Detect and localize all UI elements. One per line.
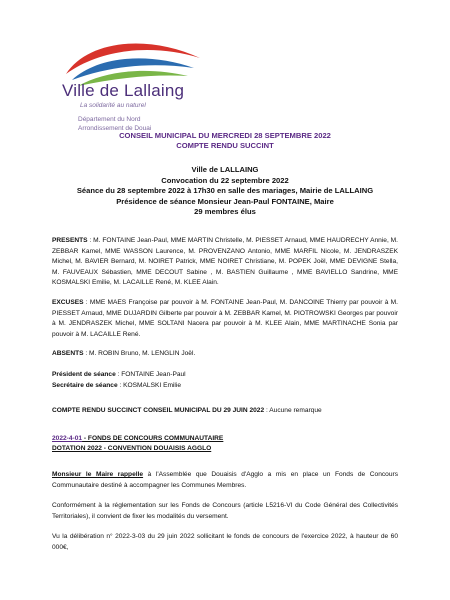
absents-text: : M. ROBIN Bruno, M. LENGLIN Joël.	[83, 350, 196, 357]
seance-line4: Présidence de séance Monsieur Jean-Paul FONTAINE, Maire	[116, 196, 334, 206]
item-heading	[52, 434, 398, 445]
logo-dept-line1: Département du Nord	[78, 116, 141, 123]
absents-paragraph	[52, 349, 398, 360]
presents-text: : M. FONTAINE Jean-Paul, MME MARTIN Christelle, M. PIESSET Arnaud, MME HAUDRECHY Annie, M. ZEBBAR Kamel, MME WASSON Laurence, M. PROVENZANO Antonio, MME MARFIL Nicole, M. JENDRASZEK Michel, M. BAVIER Bernard, M. NOIRET Patrick, MME NOIRET Christiane, M. POPEK Joël, MME DEVIGNE Stella, M. FAUVEAUX Sébastien, MME DECOUT Sabine , M. BASTIEN Guillaume , MME BAVIELLO Sandrine, MME KOSMALSKI Emilie, M. LACAILLE René, M. KLEE Alain.	[52, 237, 398, 287]
presents-paragraph	[52, 236, 398, 289]
excuses-label: EXCUSES	[52, 299, 84, 306]
logo-title: Ville de Lallaing	[62, 81, 185, 100]
seance-line5: 29 membres élus	[194, 207, 256, 216]
logo-dept-line2: Arrondissement de Douai	[78, 125, 152, 132]
seance-line3: Séance du 28 septembre 2022 à 17h30 en salle des mariages, Mairie de LALLAING	[76, 186, 374, 195]
president-label: Président de séance	[52, 371, 116, 378]
president-text: : FONTAINE Jean-Paul	[115, 371, 186, 378]
item-title: - FONDS DE CONCOURS COMMUNAUTAIRE	[82, 435, 224, 442]
document-title	[0, 131, 450, 151]
item-number: 2022-4-01	[52, 435, 83, 442]
compte-rendu-label: COMPTE RENDU SUCCINCT CONSEIL MUNICIPAL DU 29 JUIN 2022	[52, 407, 265, 414]
item-para3-text: Vu la délibération n° 2022-3-03 du 29 juin 2022 sollicitant le fonds de concours de l'exercice 2022, à hauteur de 60 000€,	[52, 533, 398, 551]
compte-rendu-text: : Aucune remarque	[264, 407, 322, 414]
excuses-text: : MME MAES Françoise par pouvoir à M. FONTAINE Jean-Paul, M. DANCOINE Thierry par pouvoir à M. PIESSET Arnaud, MME DUJARDIN Gilberte par pouvoir à M. ZEBBAR Kamel, M. PIOTROWSKI Georges par pouvoir à M. JENDRASZEK Michel, MME SOLTANI Nacera par pouvoir à M. KLEE Alain, MME MARTINACHE Sonia par pouvoir à M. LACAILLE René.	[52, 299, 398, 338]
title-line1: CONSEIL MUNICIPAL DU MERCREDI 28 SEPTEMBRE 2022	[119, 131, 331, 140]
item-para1-text: à l'Assemblée que Douaisis d'Agglo a mis en place un Fonds de Concours Communautaire destiné à accompagner les Communes Membres.	[52, 471, 398, 489]
town-logo	[58, 36, 208, 132]
seance-line1: Ville de LALLAING	[191, 165, 259, 174]
title-line2: COMPTE RENDU SUCCINT	[176, 141, 274, 150]
seance-info	[0, 165, 450, 218]
item-subtitle: DOTATION 2022 - CONVENTION DOUAISIS AGGLO	[52, 445, 212, 452]
compte-rendu-line	[52, 406, 398, 417]
item-paragraph-3	[52, 532, 398, 553]
item-para2-text: Conformément à la réglementation sur les Fonds de Concours (article L5216-VI du Code Général des Collectivités Territoriales), il convient de fixer les modalités du versement.	[52, 502, 398, 520]
president-line	[52, 370, 398, 381]
item-para1-bold: Monsieur le Maire rappelle	[52, 471, 144, 478]
secretaire-line	[52, 381, 398, 392]
excuses-paragraph	[52, 298, 398, 340]
secretaire-label: Secrétaire de séance	[52, 382, 118, 389]
presents-label: PRESENTS	[52, 237, 88, 244]
seance-line2: Convocation du 22 septembre 2022	[161, 175, 289, 185]
item-paragraph-2	[52, 501, 398, 522]
secretaire-text: : KOSMALSKI Emilie	[117, 382, 182, 389]
absents-label: ABSENTS	[52, 350, 84, 357]
item-paragraph-1	[52, 470, 398, 491]
logo-tagline: La solidarité au naturel	[80, 102, 146, 109]
item-subtitle-line	[52, 444, 398, 455]
